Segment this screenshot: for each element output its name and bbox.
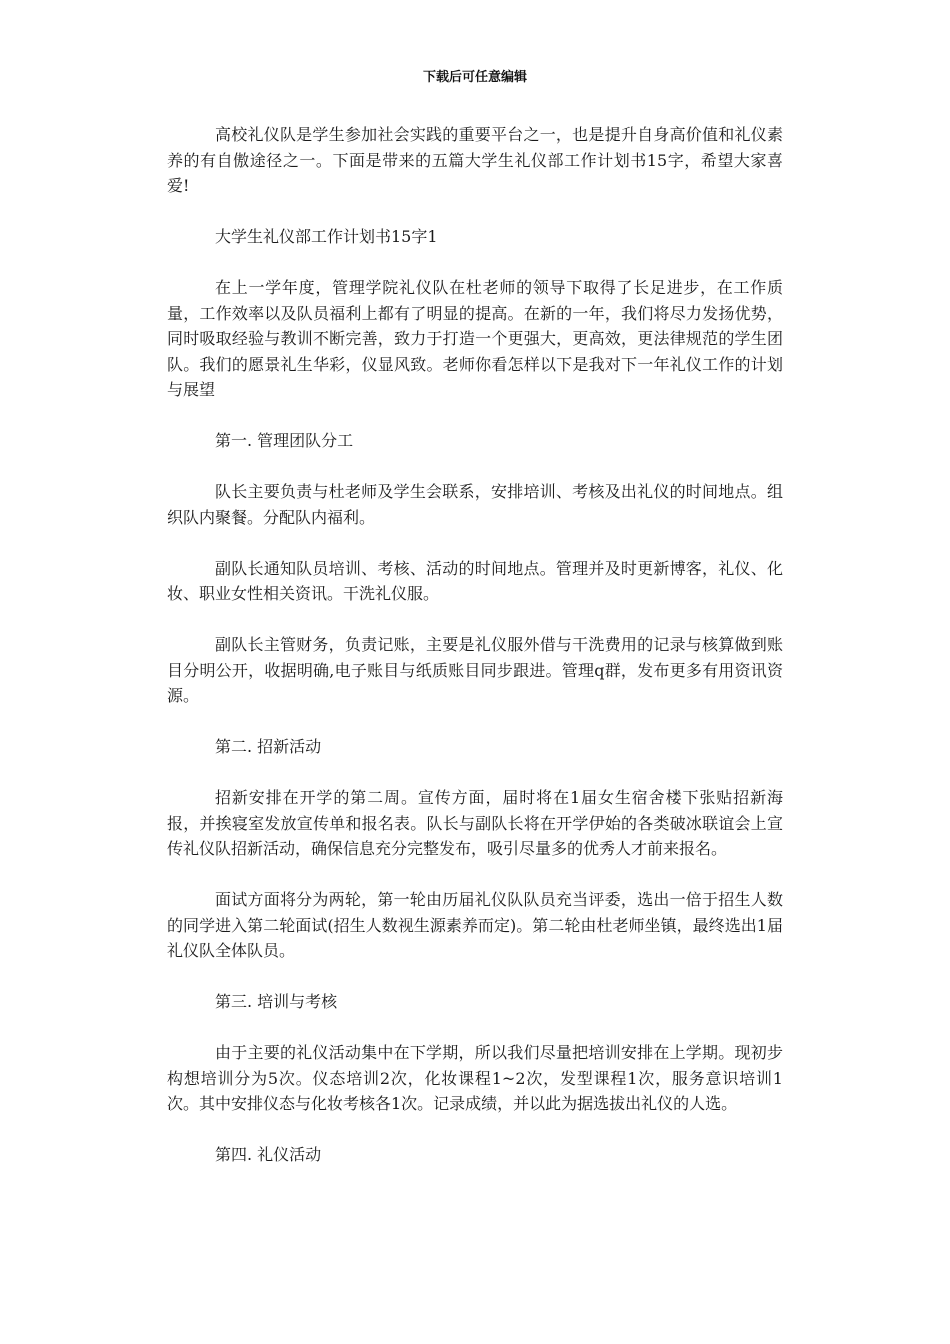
heading-activities: 第四. 礼仪活动: [215, 1145, 322, 1164]
heading-recruitment: 第二. 招新活动: [215, 737, 322, 756]
captain-duties-paragraph: 队长主要负责与杜老师及学生会联系，安排培训、考核及出礼仪的时间地点。组织队内聚餐。分配队内福利。: [167, 482, 783, 527]
header-note: 下载后可任意编辑: [422, 70, 527, 85]
training-paragraph: 由于主要的礼仪活动集中在下学期，所以我们尽量把培训安排在上学期。现初步构想培训分为5次。仪态培训2次，化妆课程1~2次，发型课程1次，服务意识培训1次。其中安排仪态与化妆考核各1次。记录成绩，并以此为据选拔出礼仪的人选。: [167, 1043, 783, 1113]
overview-paragraph: 在上一学年度，管理学院礼仪队在杜老师的领导下取得了长足进步，在工作质量，工作效率以及队员福利上都有了明显的提高。在新的一年，我们将尽力发扬优势，同时吸取经验与教训不断完善，致力于打造一个更强大，更高效，更法律规范的学生团队。我们的愿景礼生华彩，仪显风致。老师你看怎样以下是我对下一年礼仪工作的计划与展望: [167, 278, 783, 399]
interview-paragraph: 面试方面将分为两轮，第一轮由历届礼仪队队员充当评委，选出一倍于招生人数的同学进入第二轮面试(招生人数视生源素养而定)。第二轮由杜老师坐镇，最终选出1届礼仪队全体队员。: [167, 890, 783, 960]
recruitment-paragraph: 招新安排在开学的第二周。宣传方面，届时将在1届女生宿舍楼下张贴招新海报，并挨寝室发放宣传单和报名表。队长与副队长将在开学伊始的各类破冰联谊会上宣传礼仪队招新活动，确保信息充分完整发布，吸引尽量多的优秀人才前来报名。: [167, 788, 783, 858]
finance-duties-paragraph: 副队长主管财务，负责记账，主要是礼仪服外借与干洗费用的记录与核算做到账目分明公开，收据明确,电子账目与纸质账目同步跟进。管理q群，发布更多有用资讯资源。: [167, 635, 783, 705]
vice-captain-duties-paragraph: 副队长通知队员培训、考核、活动的时间地点。管理并及时更新博客，礼仪、化妆、职业女性相关资讯。干洗礼仪服。: [167, 558, 783, 603]
heading-training: 第三. 培训与考核: [215, 992, 338, 1011]
section-title: 大学生礼仪部工作计划书15字1: [215, 227, 438, 246]
intro-paragraph: 高校礼仪队是学生参加社会实践的重要平台之一，也是提升自身高价值和礼仪素养的有自傲途径之一。下面是带来的五篇大学生礼仪部工作计划书15字，希望大家喜爱!: [167, 125, 783, 195]
heading-team-division: 第一. 管理团队分工: [215, 431, 354, 450]
document-body: [167, 122, 783, 1193]
